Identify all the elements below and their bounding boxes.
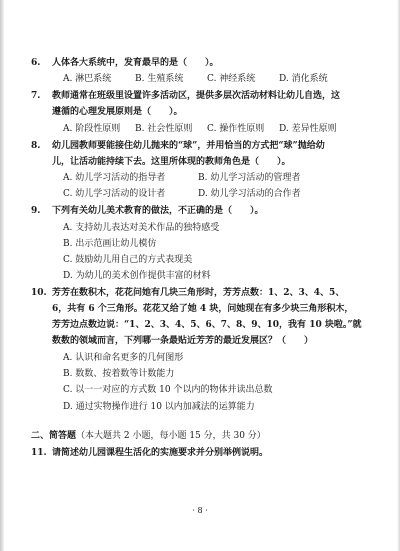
option-c[interactable]: C. 以一一对应的方式数 10 个以内的物体并读出总数 xyxy=(63,385,273,395)
question-stem: 数数的领域而言，下列哪一条最贴近芳芳的最近发展区？（ ） xyxy=(52,336,314,346)
question-stem: 幼儿园教师要能接住幼儿抛来的“球”，并用恰当的方式把“球”抛给幼 xyxy=(52,141,325,151)
option-a[interactable]: A. 支持幼儿表达对美术作品的独特感受 xyxy=(63,223,220,233)
option-d[interactable]: D. 通过实物操作进行 10 以内加减法的运算能力 xyxy=(63,402,255,412)
question-stem: 下列有关幼儿美术教育的做法，不正确的是（ ）。 xyxy=(52,206,264,216)
option-a[interactable]: A. 幼儿学习活动的指导者 xyxy=(63,173,166,183)
option-c[interactable]: C. 操作性原则 xyxy=(207,124,265,134)
page-number: · 8 · xyxy=(192,506,208,515)
option-c[interactable]: C. 幼儿学习活动的设计者 xyxy=(63,189,166,199)
question-stem: 芳芳边点数边说：“1、2、3、4、5、6、7、8、9、10，我有 10 块啦。”就 xyxy=(52,320,362,330)
question-stem: 芳芳在数积木，花花问她有几块三角形时，芳芳点数：1、2、3、4、5、 xyxy=(52,288,345,298)
question-number: 10. xyxy=(31,288,47,298)
section-heading xyxy=(31,430,266,443)
option-a[interactable]: A. 淋巴系统 xyxy=(63,74,112,84)
section-note: （本大题共 2 小题，每小题 15 分，共 30 分） xyxy=(76,431,266,441)
option-b[interactable]: B. 生殖系统 xyxy=(135,74,184,84)
option-row xyxy=(63,73,363,86)
question-stem: 6，共有 6 个三角形。花花又给了她 4 块，问她现在有多少块三角形积木， xyxy=(52,304,354,314)
question-stem: 遵循的心理发展原则是（ ）。 xyxy=(52,107,183,117)
option-a[interactable]: A. 阶段性原则 xyxy=(63,124,121,134)
option-b[interactable]: B. 社会性原则 xyxy=(135,124,193,134)
option-row xyxy=(63,172,363,185)
option-a[interactable]: A. 认识和命名更多的几何图形 xyxy=(63,353,184,363)
option-d[interactable]: D. 幼儿学习活动的合作者 xyxy=(198,189,301,199)
question-number: 7. xyxy=(31,91,41,101)
option-b[interactable]: B. 幼儿学习活动的管理者 xyxy=(198,173,301,183)
option-c[interactable]: C. 鼓励幼儿用自己的方式表现美 xyxy=(63,255,193,265)
question-number: 9. xyxy=(31,206,41,216)
option-b[interactable]: B. 出示范画让幼儿模仿 xyxy=(63,239,157,249)
option-d[interactable]: D. 为幼儿的美术创作提供丰富的材料 xyxy=(63,271,211,281)
question-stem: 教师通常在班级里设置许多活动区，提供多层次活动材料让幼儿自选，这 xyxy=(52,91,341,101)
question-number: 8. xyxy=(31,141,41,151)
option-row xyxy=(63,188,363,201)
section-title: 二、简答题 xyxy=(31,431,77,441)
option-d[interactable]: D. 差异性原则 xyxy=(279,124,337,134)
question-stem: 请简述幼儿园课程生活化的实施要求并分别举例说明。 xyxy=(52,448,269,458)
question-stem: 人体各大系统中，发育最早的是（ ）。 xyxy=(52,58,219,68)
question-number: 11. xyxy=(31,448,47,458)
question-number: 6. xyxy=(31,58,41,68)
option-b[interactable]: B. 数数、按着数等计数能力 xyxy=(63,369,175,379)
question-stem: 儿，让活动能持续下去。这里所体现的教师角色是（ ）。 xyxy=(52,157,291,167)
option-d[interactable]: D. 消化系统 xyxy=(279,74,328,84)
option-c[interactable]: C. 神经系统 xyxy=(207,74,256,84)
option-row xyxy=(63,123,363,136)
